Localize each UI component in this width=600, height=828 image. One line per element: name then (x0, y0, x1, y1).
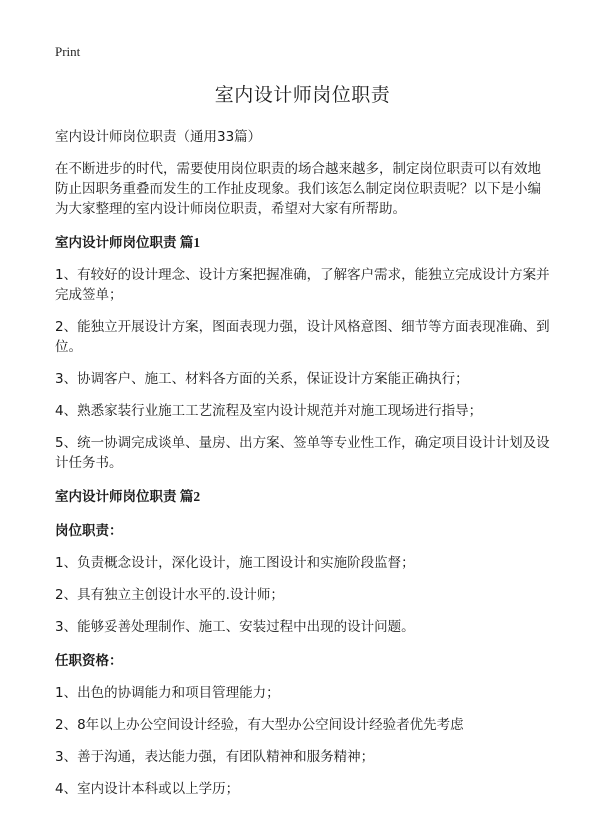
section-2-heading (55, 485, 550, 505)
duty-item: 1、负责概念设计，深化设计，施工图设计和实施阶段监督； (55, 555, 415, 571)
section-2-heading-text: 室内设计师岗位职责 (55, 489, 177, 505)
qualification-item: 1、出色的协调能力和项目管理能力； (55, 685, 280, 701)
duty-item: 2、具有独立主创设计水平的.设计师； (55, 587, 284, 603)
section-1-heading-text: 室内设计师岗位职责 (55, 235, 177, 251)
section-1-heading (55, 231, 550, 251)
section-1-item: 3、协调客户、施工、材料各方面的关系，保证设计方案能正确执行； (55, 371, 469, 387)
qualification-item: 3、善于沟通，表达能力强，有团队精神和服务精神； (55, 749, 375, 765)
document-body (55, 80, 550, 811)
duties-heading: 岗位职责： (55, 523, 123, 539)
page-title: 室内设计师岗位职责 (214, 84, 391, 106)
section-1-item: 1、有较好的设计理念、设计方案把握准确，了解客户需求，能独立完成设计方案并完成签单； (55, 267, 550, 303)
section-1-item: 5、统一协调完成谈单、量房、出方案、签单等专业性工作，确定项目设计计划及设计任务书。 (55, 435, 550, 471)
qualification-item: 4、室内设计本科或以上学历； (55, 781, 240, 797)
qualification-item: 2、8年以上办公空间设计经验，有大型办公空间设计经验者优先考虑 (55, 717, 464, 733)
document-subtitle: 室内设计师岗位职责（通用33篇） (55, 129, 262, 145)
intro-paragraph: 在不断进步的时代，需要使用岗位职责的场合越来越多，制定岗位职责可以有效地防止因职务重叠而发生的工作扯皮现象。我们该怎么制定岗位职责呢？以下是小编为大家整理的室内设计师岗位职责，希望对大家有所帮助。 (55, 161, 541, 217)
section-1-heading-suffix: 篇1 (176, 235, 201, 250)
duty-item: 3、能够妥善处理制作、施工、安装过程中出现的设计问题。 (55, 619, 415, 635)
print-link[interactable]: Print (55, 44, 81, 59)
qualifications-heading: 任职资格： (55, 653, 123, 669)
section-2-heading-suffix: 篇2 (176, 489, 201, 504)
section-1-item: 4、熟悉家装行业施工工艺流程及室内设计规范并对施工现场进行指导； (55, 403, 483, 419)
section-1-item: 2、能独立开展设计方案，图面表现力强，设计风格意图、细节等方面表现准确、到位。 (55, 319, 550, 355)
